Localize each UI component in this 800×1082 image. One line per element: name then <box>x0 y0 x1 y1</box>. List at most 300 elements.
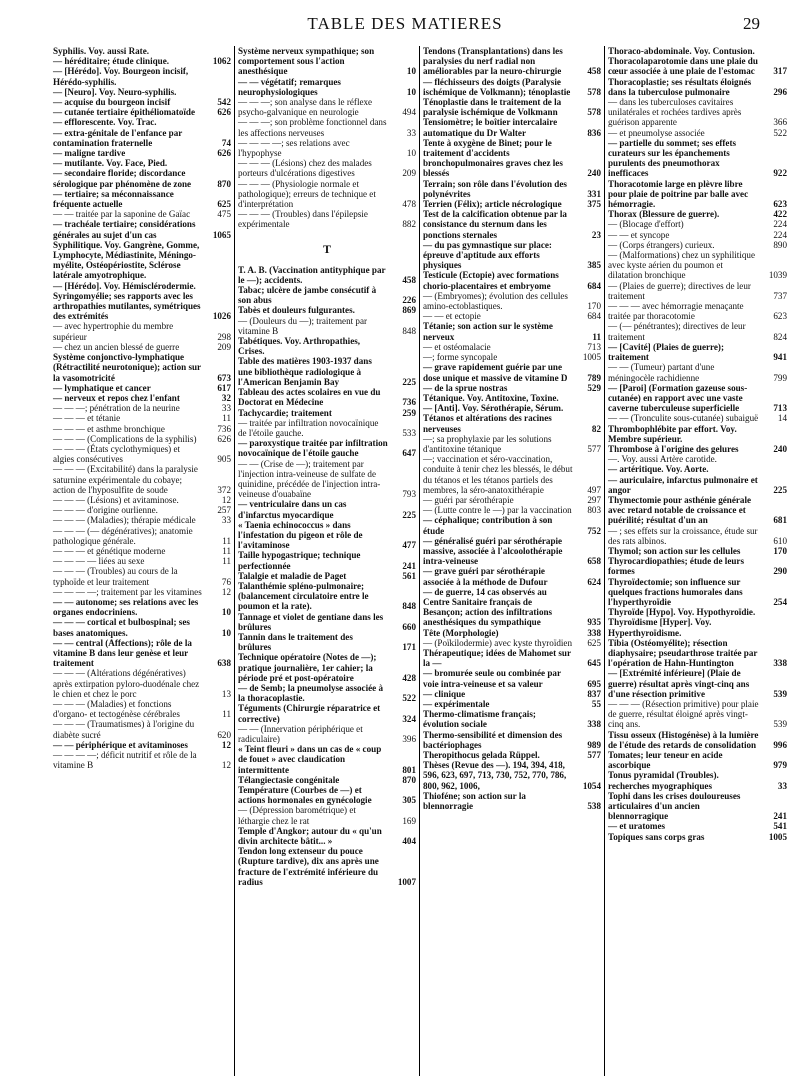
index-entry <box>238 785 416 805</box>
index-entry-text: — — — (Maladies) et fonctions d'organo- et tectogénèse cérébrales <box>53 699 180 720</box>
index-entry <box>608 250 787 281</box>
index-entry-page: 11 <box>222 413 231 424</box>
index-entry-page: 171 <box>402 642 416 653</box>
index-entry <box>423 46 601 77</box>
index-entry-text: — — — (Lésions) et avitaminose. <box>53 494 179 505</box>
index-entry <box>238 117 416 137</box>
index-entry <box>608 424 787 444</box>
index-entry-page: 240 <box>773 443 787 454</box>
index-entry <box>608 97 787 128</box>
index-entry <box>238 846 416 887</box>
index-entry <box>423 566 601 586</box>
index-entry-page: 33 <box>221 403 231 414</box>
index-entry-text: « Teint fleuri » dans un cas de « coup de fouet » avec claudication intermittente <box>238 744 382 775</box>
index-entry-text: Test de la calcification obtenue par la consistance du sternum dans les ponctions sternales <box>423 209 567 240</box>
section-letter-heading: T <box>322 241 331 256</box>
index-entry-text: — — — —; déficit nutritif et rôle de la vitamine B <box>53 750 197 771</box>
index-entry-page: 290 <box>773 566 787 577</box>
index-entry <box>608 138 787 179</box>
index-entry <box>423 209 601 240</box>
index-entry-text: — (Malformations) chez un syphilitique avec kyste aérien du poumon et dilatation bronchique <box>608 250 755 281</box>
index-columns <box>50 46 790 1076</box>
index-entry-page: 870 <box>217 178 231 189</box>
index-entry-page: 625 <box>587 637 601 648</box>
index-entry <box>608 526 787 546</box>
index-entry-text: — chez un ancien blessé de guerre <box>53 341 180 352</box>
index-entry-text: —. Voy. aussi Artère carotide. <box>608 454 717 465</box>
index-entry-text: — et ostéomalacie <box>423 341 491 352</box>
index-entry <box>423 505 601 515</box>
index-entry-text: Thèses (Revue des —). 194, 394, 418, 596, 623, 697, 713, 730, 752, 770, 786, 800, 962, 1006, <box>423 760 567 791</box>
index-entry-text: Tabac; ulcère de jambe consécutif à son abus <box>238 285 377 306</box>
index-entry-page: 82 <box>591 423 601 434</box>
index-entry <box>608 464 787 474</box>
index-entry <box>53 413 231 423</box>
index-entry-text: — avec hypertrophie du membre supérieur <box>53 321 174 342</box>
index-entry-page: 32 <box>221 392 231 403</box>
index-entry <box>423 97 601 117</box>
index-entry-page: 55 <box>591 699 601 709</box>
index-entry-page: 375 <box>587 199 601 210</box>
index-entry <box>53 209 231 219</box>
index-entry <box>53 158 231 168</box>
index-entry <box>423 270 601 290</box>
index-entry-page: 620 <box>217 729 231 740</box>
index-entry <box>238 46 416 77</box>
page-header <box>50 14 760 38</box>
index-entry-text: — — et syncope <box>608 229 670 240</box>
index-entry-text: Temple d'Angkor; autour du « qu'un divin architecte bâtit... » <box>238 825 382 847</box>
index-entry-text: Téguments (Chirurgie réparatrice et corrective) <box>238 703 381 724</box>
index-entry-text: — tertiaire; sa méconnaissance fréquente actuelle <box>53 188 174 210</box>
index-entry-page: 1065 <box>212 229 231 240</box>
index-entry-text: Tissu osseux (Histogénèse) à la lumière de l'étude des retards de consolidation <box>608 729 759 750</box>
index-entry <box>608 668 787 699</box>
index-entry-text: Système nerveux sympathique; son comportement sous l'action anesthésique <box>238 46 375 77</box>
index-entry-page: 541 <box>773 821 787 832</box>
index-entry-text: — — — (Lésions) chez des malades porteurs d'ulcérations digestives <box>238 158 372 179</box>
index-entry-text: Tonus pyramidal (Troubles). recherches myographiques <box>608 770 719 791</box>
index-entry-page: 542 <box>217 97 231 108</box>
index-entry <box>53 66 231 86</box>
index-entry <box>423 668 601 688</box>
index-entry-text: Thyroïde [Hypo]. Voy. Hypothyroïdie. <box>608 607 756 618</box>
index-entry-text: Thorax (Blessure de guerre). <box>608 209 720 220</box>
index-entry <box>423 311 601 321</box>
index-entry <box>608 128 787 138</box>
index-entry-page: 225 <box>773 484 787 495</box>
index-entry-page: 803 <box>587 505 601 516</box>
index-entry-text: — — (Tronculite sous-cutanée) subaiguë <box>608 413 759 424</box>
index-entry <box>53 168 231 188</box>
index-entry-page: 848 <box>402 601 416 612</box>
index-entry-text: — — —; son problème fonctionnel dans les affections nerveuses <box>238 117 387 138</box>
index-entry-page: 475 <box>217 209 231 220</box>
index-entry <box>238 356 416 387</box>
index-entry-page: 890 <box>773 239 787 250</box>
index-entry-page: 824 <box>773 331 787 342</box>
index-entry-page: 736 <box>402 397 416 408</box>
index-entry-text: — et pneumolyse associée <box>608 127 705 138</box>
index-entry-page: 1026 <box>212 311 231 322</box>
index-entry-page: 539 <box>773 688 787 699</box>
index-entry-text: — mutilante. Voy. Face, Pied. <box>53 158 168 169</box>
index-entry-page: 12 <box>221 739 231 750</box>
index-entry-page: 996 <box>773 739 787 750</box>
index-entry-text: Syphilitique. Voy. Gangrène, Gomme, Lymphocyte, Médiastinite, Méningo-myélite, Ostéopériostite, Sclérose latérale amyotrophique. <box>53 239 200 281</box>
index-entry-text: — acquise du bourgeon incisif <box>53 97 171 108</box>
index-entry <box>238 285 416 305</box>
index-entry <box>608 209 787 219</box>
index-entry-text: — (Blocage d'effort) <box>608 219 684 230</box>
index-entry-page: 538 <box>587 801 601 812</box>
index-entry-page: 74 <box>221 137 231 148</box>
index-entry-page: 578 <box>587 107 601 118</box>
index-entry-page: 404 <box>402 836 416 847</box>
index-entry-page: 624 <box>587 576 601 587</box>
index-entry <box>608 383 787 414</box>
index-entry <box>53 87 231 97</box>
index-entry-text: Tétanie; son action sur le système nerveux <box>423 321 553 342</box>
index-entry-page: 935 <box>587 617 601 628</box>
index-entry <box>608 770 787 790</box>
index-entry-text: — clinique <box>423 688 466 699</box>
index-entry-page: 10 <box>406 86 416 97</box>
index-entry-text: — — — (Physiologie normale et pathologique); erreurs de technique et d'interprétation <box>238 178 376 210</box>
index-entry-text: — artéritique. Voy. Aorte. <box>608 464 709 475</box>
index-entry <box>53 219 231 239</box>
index-entry <box>53 638 231 669</box>
index-entry-text: — — — (Maladies); thérapie médicale <box>53 515 196 526</box>
index-entry <box>53 281 231 291</box>
index-entry-text: — dans les tuberculoses cavitaires unilatérales et rochées tardives après guérison apparente <box>608 97 742 128</box>
index-entry-page: 494 <box>402 107 416 118</box>
index-entry <box>608 730 787 750</box>
index-entry-text: Testicule (Ectopie) avec formations chorio-placentaires et embryome <box>423 270 559 291</box>
index-entry-page: 331 <box>587 188 601 199</box>
index-entry-page: 241 <box>773 811 787 822</box>
index-entry-page: 848 <box>402 325 416 336</box>
index-entry <box>53 383 231 393</box>
index-entry <box>53 393 231 403</box>
index-column-3 <box>420 46 605 1076</box>
index-entry <box>423 393 601 403</box>
index-entry-page: 752 <box>587 525 601 536</box>
index-entry-text: — — — d'origine ourlienne. <box>53 505 158 516</box>
index-entry <box>53 189 231 209</box>
index-entry-text: — généralisé guéri par sérothérapie massive, associée à l'alcoolothérapie intra-veineuse <box>423 535 563 567</box>
index-entry <box>238 336 416 356</box>
index-entry <box>423 628 601 638</box>
index-entry-page: 458 <box>587 66 601 77</box>
index-entry <box>53 740 231 750</box>
index-entry <box>53 240 231 281</box>
index-entry-text: — — autonome; ses relations avec les organes endocriniens. <box>53 596 199 618</box>
index-entry-text: — extra-génitale de l'enfance par contamination fraternelle <box>53 127 183 148</box>
index-entry <box>608 240 787 250</box>
index-entry-page: 882 <box>402 219 416 230</box>
index-entry-text: Thermo-climatisme français; évolution sociale <box>423 709 536 730</box>
index-entry <box>608 617 787 637</box>
page-title: TABLE DES MATIERES <box>307 14 503 33</box>
index-entry <box>238 652 416 683</box>
index-entry-page: 684 <box>587 280 601 291</box>
index-entry-text: — — traitée par la saponine de Gaïac <box>53 209 191 220</box>
index-entry <box>423 240 601 271</box>
index-entry-page: 681 <box>773 515 787 526</box>
index-entry-text: — de guerre, 14 cas observés au Centre Sanitaire français de Besançon; action des infiltrations anesthésiques du sympathique <box>423 586 553 628</box>
index-entry-page: 224 <box>773 229 787 240</box>
index-entry <box>608 230 787 240</box>
index-entry <box>423 515 601 535</box>
index-entry <box>53 117 231 127</box>
index-entry-text: Table des matières 1903-1937 dans une bibliothèque radiologique à l'American Benjamin Bay <box>238 356 372 387</box>
index-entry-page: 296 <box>773 86 787 97</box>
index-entry-page: 789 <box>587 372 601 383</box>
index-entry <box>53 515 231 525</box>
index-entry-text: Syringomyélie; ses rapports avec les arthropathies mutilantes, symétriques des extrémités <box>53 290 201 322</box>
index-entry <box>238 703 416 723</box>
page-number: 29 <box>743 14 760 33</box>
index-entry <box>608 219 787 229</box>
index-entry-page: 837 <box>587 688 601 699</box>
index-entry <box>608 46 787 56</box>
index-entry-text: Thymectomie pour asthénie générale avec retard notable de croissance et puérilité; résultat d'un an <box>608 494 752 526</box>
index-entry-text: — [Anti]. Voy. Sérothérapie, Sérum. <box>423 403 564 414</box>
index-entry <box>238 265 416 285</box>
index-entry-text: — — végétatif; remarques neurophysiologiques <box>238 76 341 97</box>
index-entry <box>53 464 231 495</box>
index-entry <box>423 638 601 648</box>
index-entry-text: Tétanos et altérations des racines nerveuses <box>423 413 552 434</box>
index-entry-page: 1005 <box>582 352 601 363</box>
index-entry <box>608 475 787 495</box>
index-entry <box>53 107 231 117</box>
index-entry-page: 1005 <box>768 831 787 842</box>
index-entry-text: Thyroïdectomie; son influence sur quelques fractions humorales dans l'hyperthyroïdie <box>608 576 743 607</box>
index-entry-text: — cutanée tertiaire épithéliomatoïde <box>53 107 196 118</box>
index-entry-text: —; vaccination et séro-vaccination, conduite à tenir chez les blessés, le début du tétanos et les tétanos partiels des membres, la séro-anatoxithérapie <box>423 454 573 495</box>
index-entry-text: — ventriculaire dans un cas d'infarctus myocardique <box>238 499 347 520</box>
index-entry-page: 76 <box>221 576 231 587</box>
index-entry-text: Thioféne; son action sur la blennorragie <box>423 790 526 812</box>
index-entry-text: Tendon long extenseur du pouce (Rupture tardive), dix ans après une fracture de l'extrémité inférieure du radius <box>238 846 379 887</box>
index-entry-page: 626 <box>217 148 231 159</box>
index-entry <box>53 526 231 546</box>
index-entry-text: Talanthémie spléno-pulmonaire; (balancement circulatoire entre le poumon et la rate). <box>238 580 369 612</box>
index-entry-text: Tête (Morphologie) <box>423 627 499 638</box>
index-entry <box>423 291 601 311</box>
index-entry <box>238 571 416 581</box>
index-entry <box>423 179 601 199</box>
index-entry <box>423 434 601 454</box>
index-entry-text: — — (Innervation périphérique et radiculaire) <box>238 723 363 744</box>
index-entry-page: 737 <box>773 290 787 301</box>
index-entry-page: 324 <box>402 713 416 724</box>
index-entry-text: — — — (Excitabilité) dans la paralysie saturnine expérimentale du cobaye; action de l'hyposulfite de soude <box>53 464 198 495</box>
index-entry-page: 11 <box>222 535 231 546</box>
index-entry <box>238 438 416 458</box>
index-entry-page: 458 <box>402 274 416 285</box>
index-entry <box>423 454 601 495</box>
index-entry-text: — — central (Affections); rôle de la vitamine B dans leur genèse et leur traitement <box>53 637 192 669</box>
index-entry <box>423 413 601 433</box>
index-entry <box>608 821 787 831</box>
index-entry <box>608 342 787 362</box>
index-entry-page: 338 <box>587 719 601 730</box>
index-entry-text: — [Paroi] (Formation gazeuse sous-cutanée) en rapport avec une vaste caverne tuberculeuse superficielle <box>608 382 748 414</box>
index-entry-text: Tomates; leur teneur en acide ascorbique <box>608 750 723 771</box>
index-entry <box>608 638 787 669</box>
index-entry-page: 209 <box>402 168 416 179</box>
index-entry <box>608 56 787 76</box>
index-entry-text: — partielle du sommet; ses effets curateurs sur les épanchements purulents des pneumothorax inefficaces <box>608 137 737 179</box>
index-entry <box>53 505 231 515</box>
index-entry-page: 617 <box>217 382 231 393</box>
index-entry-page: 497 <box>587 484 601 495</box>
index-entry-text: — nerveux et repos chez l'enfant <box>53 392 180 403</box>
index-entry-page: 989 <box>587 739 601 750</box>
index-column-4 <box>605 46 790 1076</box>
index-entry-text: — du pas gymnastique sur place: épreuve d'aptitude aux efforts physiques <box>423 239 552 271</box>
index-entry-text: — — (Tumeur) partant d'une méningocèle rachidienne <box>608 362 715 383</box>
index-entry <box>238 138 416 158</box>
index-entry-page: 1054 <box>582 780 601 791</box>
index-entry-page: 905 <box>217 454 231 465</box>
index-entry-page: 33 <box>406 127 416 138</box>
index-entry-page: 647 <box>402 448 416 459</box>
index-entry-text: Tabétiques. Voy. Arthropathies, Crises. <box>238 336 361 357</box>
index-entry-text: — de la sprue nostras <box>423 382 508 393</box>
index-entry <box>238 724 416 744</box>
index-entry-text: Tibia (Ostéomyélite); résection diaphysaire; pseudarthrose traitée par l'opération de Hahn-Huntington <box>608 637 758 669</box>
index-entry-page: 297 <box>587 494 601 505</box>
index-entry-text: — — — (Traumatismes) à l'origine du diabète sucré <box>53 719 195 740</box>
index-entry-page: 10 <box>406 66 416 77</box>
index-entry <box>53 46 231 56</box>
index-entry-page: 684 <box>587 311 601 322</box>
index-entry-text: — [Neuro]. Voy. Neuro-syphilis. <box>53 86 177 97</box>
index-entry-page: 610 <box>773 535 787 546</box>
index-entry-text: Topiques sans corps gras <box>608 831 705 842</box>
index-entry-text: — lymphatique et cancer <box>53 382 151 393</box>
index-entry <box>238 316 416 336</box>
index-entry-page: 626 <box>217 433 231 444</box>
index-entry-page: 305 <box>402 795 416 806</box>
index-entry-page: 298 <box>217 331 231 342</box>
index-entry <box>608 832 787 842</box>
index-entry-page: 338 <box>773 658 787 669</box>
index-entry <box>238 158 416 178</box>
index-entry-text: — — — — liées au sexe <box>53 556 145 567</box>
index-entry <box>238 418 416 438</box>
index-entry-text: — — — (Troubles) dans l'épilepsie expérimentale <box>238 209 368 230</box>
index-entry-text: Tendons (Transplantations) dans les paralysies du nerf radial non améliorables par la neuro-chirurgie <box>423 46 563 77</box>
index-entry-page: 12 <box>221 494 231 505</box>
index-entry-text: Thermo-sensibilité et dimension des bactériophages <box>423 729 563 750</box>
index-entry-text: — (Douleurs du —); traitement par vitamine B <box>238 315 368 336</box>
index-entry <box>423 699 601 709</box>
index-entry-text: — (— pénétrantes); directives de leur traitement <box>608 321 746 342</box>
index-entry-text: — — —; pénétration de la neurine <box>53 403 180 414</box>
index-entry-text: Taille hypogastrique; technique perfectionnée <box>238 550 361 571</box>
index-entry-page: 366 <box>773 117 787 128</box>
index-entry-text: — (Lutte contre le —) par la vaccination <box>423 505 572 516</box>
index-entry-text: Tannin dans le traitement des brûlures <box>238 631 353 653</box>
index-entry <box>53 434 231 444</box>
index-entry-text: Télangiectasie congénitale <box>238 774 340 785</box>
index-entry-text: — — — —; traitement par les vitamines <box>53 586 202 597</box>
index-entry-page: 645 <box>587 658 601 669</box>
index-entry <box>423 352 601 362</box>
index-entry <box>238 612 416 632</box>
index-entry-page: 33 <box>221 515 231 526</box>
index-entry-page: 1039 <box>768 270 787 281</box>
index-entry-page: 1062 <box>212 56 231 67</box>
index-entry-text: — — (Crise de —); traitement par l'injection intra-veineuse de sulfate de quinidine, précédée de l'injection intra-veineuse d'ouabaïne <box>238 458 381 500</box>
index-entry-page: 626 <box>217 107 231 118</box>
index-entry-text: Theropithocus gelada Rüppel. <box>423 750 540 761</box>
index-entry <box>423 342 601 352</box>
index-entry-page: 533 <box>402 427 416 438</box>
index-entry-page: 836 <box>587 127 601 138</box>
index-entry-page: 385 <box>587 260 601 271</box>
index-entry <box>423 403 601 413</box>
index-entry-page: 801 <box>402 764 416 775</box>
index-entry-text: — (Plaies de guerre); directives de leur traitement <box>608 280 751 301</box>
index-entry <box>423 648 601 668</box>
index-entry-text: — [Cavité] (Plaies de guerre); traitement <box>608 341 724 363</box>
index-entry <box>238 408 416 418</box>
index-entry-page: 12 <box>221 760 231 771</box>
index-entry-page: 870 <box>402 774 416 785</box>
index-entry-page: 33 <box>777 780 787 791</box>
index-entry <box>423 730 601 750</box>
index-entry-text: — trachéale tertiaire; considérations générales au sujet d'un cas <box>53 219 196 240</box>
index-entry-page: 623 <box>773 311 787 322</box>
index-entry-text: Thoraco-abdominale. Voy. Contusion. <box>608 46 755 56</box>
index-entry <box>238 520 416 551</box>
index-entry-text: Tachycardie; traitement <box>238 407 332 418</box>
index-entry-page: 561 <box>402 570 416 581</box>
index-entry <box>423 495 601 505</box>
index-entry <box>53 403 231 413</box>
index-entry <box>238 826 416 846</box>
index-entry-page: 799 <box>773 372 787 383</box>
index-column-2 <box>235 46 420 1076</box>
index-entry <box>53 128 231 148</box>
index-entry-page: 673 <box>217 372 231 383</box>
index-entry-text: « Taenia echinococcus » dans l'infestation du pigeon et rôle de l'avitaminose <box>238 519 363 551</box>
index-entry <box>53 617 231 637</box>
index-entry <box>423 321 601 341</box>
index-entry <box>608 699 787 730</box>
index-entry-page: 428 <box>402 672 416 683</box>
index-entry-text: — expérimentale <box>423 699 490 709</box>
index-entry-text: — maligne tardive <box>53 148 126 159</box>
index-entry-text: — (Dépression barométrique) et léthargie chez le rat <box>238 805 356 826</box>
index-entry-text: — — — (Complications de la syphilis) <box>53 433 197 444</box>
index-entry-page: 578 <box>587 86 601 97</box>
index-entry-text: — bromurée seule ou combinée par voie intra-veineuse et sa valeur <box>423 668 561 689</box>
index-entry-page: 539 <box>773 719 787 730</box>
index-entry <box>238 387 416 407</box>
index-entry <box>423 587 601 628</box>
index-entry-page: 224 <box>773 219 787 230</box>
index-entry <box>53 556 231 566</box>
index-entry-text: Syphilis. Voy. aussi Rate. <box>53 46 150 56</box>
index-entry-page: 372 <box>217 484 231 495</box>
